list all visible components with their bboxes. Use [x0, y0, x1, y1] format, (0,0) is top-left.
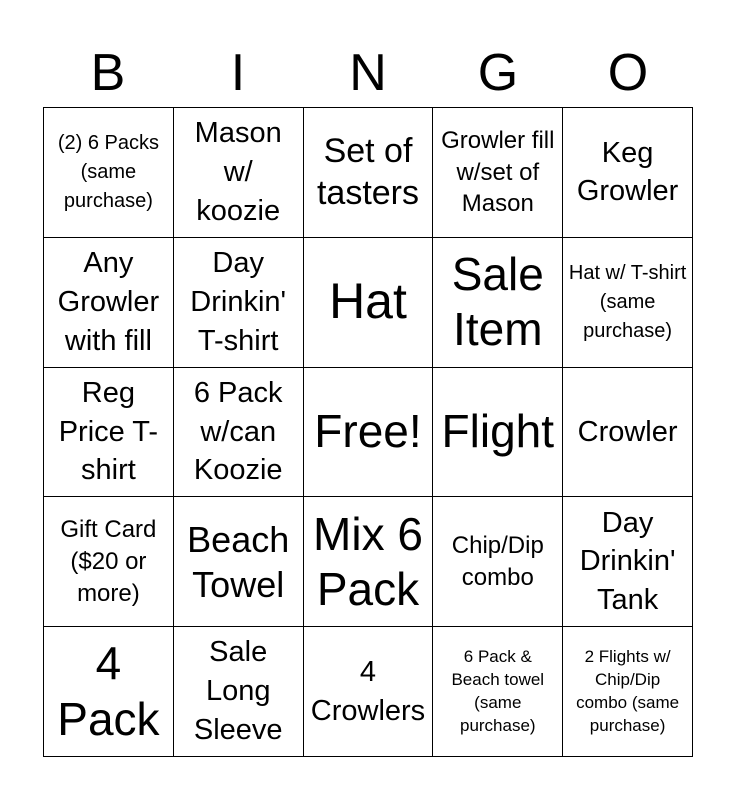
bingo-cell-b2[interactable]: Any Growler with fill [44, 238, 174, 368]
bingo-cell-g4[interactable]: Chip/Dip combo [433, 497, 563, 627]
bingo-cell-i2[interactable]: Day Drinkin' T-shirt [174, 238, 304, 368]
header-letter-i: I [230, 44, 246, 102]
bingo-cell-i4[interactable]: Beach Towel [174, 497, 304, 627]
bingo-cell-n5[interactable]: 4 Crowlers [304, 627, 434, 757]
bingo-cell-n2[interactable]: Hat [304, 238, 434, 368]
bingo-cell-n4[interactable]: Mix 6 Pack [304, 497, 434, 627]
bingo-cell-n1[interactable]: Set of tasters [304, 108, 434, 238]
bingo-cell-b5[interactable]: 4 Pack [44, 627, 174, 757]
bingo-cell-g1[interactable]: Growler fill w/set of Mason [433, 108, 563, 238]
bingo-cell-g2[interactable]: Sale Item [433, 238, 563, 368]
bingo-cell-n3-free[interactable]: Free! [304, 368, 434, 498]
bingo-board [43, 107, 693, 757]
header-letter-g: G [477, 44, 519, 102]
bingo-cell-b1[interactable]: (2) 6 Packs (same purchase) [44, 108, 174, 238]
bingo-cell-g5[interactable]: 6 Pack & Beach towel (same purchase) [433, 627, 563, 757]
bingo-cell-o5[interactable]: 2 Flights w/ Chip/Dip combo (same purchase) [563, 627, 693, 757]
bingo-cell-o4[interactable]: Day Drinkin' Tank [563, 497, 693, 627]
bingo-cell-o2[interactable]: Hat w/ T-shirt (same purchase) [563, 238, 693, 368]
bingo-cell-i1[interactable]: Mason w/ koozie [174, 108, 304, 238]
header-letter-b: B [90, 44, 126, 102]
bingo-cell-b3[interactable]: Reg Price T-shirt [44, 368, 174, 498]
bingo-cell-o3[interactable]: Crowler [563, 368, 693, 498]
bingo-cell-g3[interactable]: Flight [433, 368, 563, 498]
header-letter-n: N [349, 44, 387, 102]
header-letter-o: O [607, 44, 649, 102]
bingo-cell-o1[interactable]: Keg Growler [563, 108, 693, 238]
bingo-cell-i5[interactable]: Sale Long Sleeve [174, 627, 304, 757]
bingo-cell-b4[interactable]: Gift Card ($20 or more) [44, 497, 174, 627]
bingo-cell-i3[interactable]: 6 Pack w/can Koozie [174, 368, 304, 498]
bingo-header [43, 40, 693, 106]
